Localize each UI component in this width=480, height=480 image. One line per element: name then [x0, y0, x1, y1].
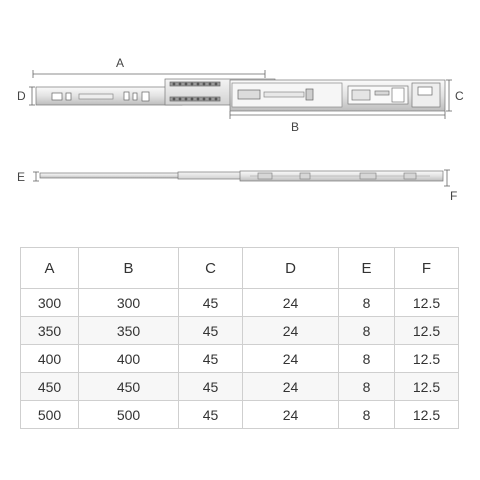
cell-f: 12.5	[395, 401, 459, 429]
cell-b: 350	[79, 317, 179, 345]
cell-f: 12.5	[395, 317, 459, 345]
label-e: E	[17, 170, 26, 184]
label-a: A	[116, 56, 125, 70]
table-row	[21, 317, 459, 345]
header-b: B	[79, 248, 179, 289]
cell-d: 24	[243, 401, 339, 429]
cell-f: 12.5	[395, 289, 459, 317]
cell-e: 8	[339, 317, 395, 345]
cell-a: 400	[21, 345, 79, 373]
cell-d: 24	[243, 289, 339, 317]
dimension-a-line	[33, 70, 265, 78]
header-c: C	[179, 248, 243, 289]
label-d: D	[17, 89, 26, 103]
cell-e: 8	[339, 345, 395, 373]
table-row	[21, 289, 459, 317]
cell-a: 300	[21, 289, 79, 317]
label-f: F	[450, 189, 458, 203]
dimension-f-line	[444, 170, 450, 186]
cell-c: 45	[179, 373, 243, 401]
cell-a: 350	[21, 317, 79, 345]
dimension-table	[20, 247, 459, 429]
table-header-row	[21, 248, 459, 289]
cell-c: 45	[179, 317, 243, 345]
slide-top-view	[40, 171, 443, 181]
cell-e: 8	[339, 289, 395, 317]
cell-e: 8	[339, 373, 395, 401]
table-row	[21, 345, 459, 373]
cell-d: 24	[243, 345, 339, 373]
cell-b: 500	[79, 401, 179, 429]
dimension-d-line	[29, 87, 35, 105]
cell-f: 12.5	[395, 373, 459, 401]
cell-b: 300	[79, 289, 179, 317]
top-view-middle	[178, 172, 248, 179]
cell-d: 24	[243, 373, 339, 401]
label-c: C	[455, 89, 464, 103]
cell-b: 400	[79, 345, 179, 373]
header-e: E	[339, 248, 395, 289]
dimension-e-line	[33, 172, 39, 181]
cell-a: 450	[21, 373, 79, 401]
cell-c: 45	[179, 401, 243, 429]
table-row	[21, 401, 459, 429]
cell-e: 8	[339, 401, 395, 429]
header-a: A	[21, 248, 79, 289]
dimension-b-line	[230, 111, 445, 119]
dimension-c-line	[446, 80, 452, 111]
cell-c: 45	[179, 345, 243, 373]
header-d: D	[243, 248, 339, 289]
top-view-inner	[40, 173, 180, 178]
slide-side-view	[36, 79, 445, 111]
cell-f: 12.5	[395, 345, 459, 373]
cell-d: 24	[243, 317, 339, 345]
cell-b: 450	[79, 373, 179, 401]
table-row	[21, 373, 459, 401]
cell-a: 500	[21, 401, 79, 429]
header-f: F	[395, 248, 459, 289]
label-b: B	[291, 120, 300, 134]
cell-c: 45	[179, 289, 243, 317]
